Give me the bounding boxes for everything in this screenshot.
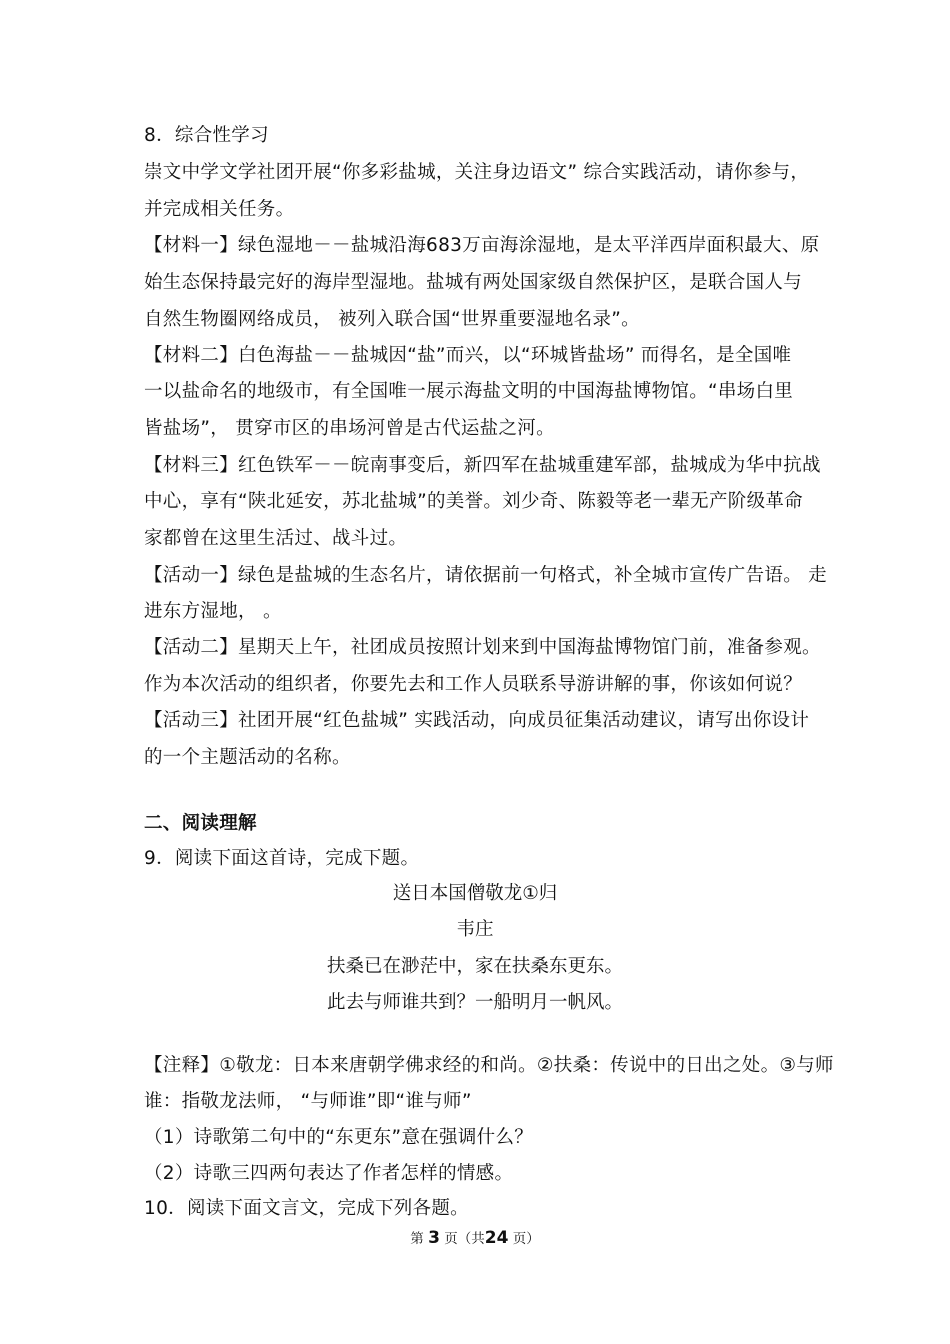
activity-2-line-1: 【活动二】星期天上午，社团成员按照计划来到中国海盐博物馆门前，准备参观。 <box>144 637 821 658</box>
poem-author: 韦庄 <box>456 919 494 940</box>
question-9-heading: 9．阅读下面这首诗，完成下题。 <box>144 848 420 869</box>
material-1-line-2: 始生态保持最完好的海岸型湿地。盐城有两处国家级自然保护区，是联合国人与 <box>144 272 803 293</box>
question-8-intro-line-2: 并完成相关任务。 <box>144 199 295 220</box>
notes-line-1: 【注释】①敬龙：日本来唐朝学佛求经的和尚。②扶桑：传说中的日出之处。③与师 <box>144 1055 834 1076</box>
activity-3-line-1: 【活动三】社团开展“红色盐城” 实践活动，向成员征集活动建议，请写出你设计 <box>144 710 810 731</box>
activity-2-line-2: 作为本次活动的组织者，你要先去和工作人员联系导游讲解的事，你该如何说？ <box>144 674 803 695</box>
material-3-line-3: 家都曾在这里生活过、战斗过。 <box>144 528 408 549</box>
material-1-line-3: 自然生物圈网络成员， 被列入联合国“世界重要湿地名录”。 <box>144 309 640 330</box>
activity-1-line-2: 进东方湿地， 。 <box>144 601 282 622</box>
notes-line-2: 谁：指敬龙法师， “与师谁”即“谁与师” <box>144 1091 472 1112</box>
activity-1-line-1: 【活动一】绿色是盐城的生态名片，请依据前一句格式，补全城市宣传广告语。 走 <box>144 565 827 586</box>
material-1-line-1: 【材料一】绿色湿地－－盐城沿海683万亩海涂湿地，是太平洋西岸面积最大、原 <box>144 235 820 256</box>
material-3-line-1: 【材料三】红色铁军－－皖南事变后，新四军在盐城重建军部，盐城成为华中抗战 <box>144 455 821 476</box>
footer-page-number: 3 <box>428 1228 440 1248</box>
material-2-line-3: 皆盐场”， 贯穿市区的串场河曾是古代运盐之河。 <box>144 418 555 439</box>
material-2-line-1: 【材料二】白色海盐－－盐城因“盐”而兴，以“环城皆盐场” 而得名，是全国唯 <box>144 345 792 366</box>
sub-question-1: （1）诗歌第二句中的“东更东”意在强调什么？ <box>144 1127 534 1148</box>
material-3-line-2: 中心，享有“陕北延安，苏北盐城”的美誉。刘少奇、陈毅等老一辈无产阶级革命 <box>144 491 803 512</box>
poem-line-1: 扶桑已在渺茫中，家在扶桑东更东。 <box>326 956 623 977</box>
question-8-heading: 8．综合性学习 <box>144 125 269 146</box>
footer-total-pages: 24 <box>484 1228 509 1248</box>
footer-prefix: 第 <box>410 1231 424 1247</box>
poem-title: 送日本国僧敬龙①归 <box>392 883 558 904</box>
poem-line-2: 此去与师谁共到？一船明月一帆风。 <box>326 992 623 1013</box>
footer-middle: 页（共 <box>444 1231 485 1247</box>
question-10-heading: 10．阅读下面文言文，完成下列各题。 <box>144 1198 469 1219</box>
section-2-heading: 二、阅读理解 <box>144 813 257 834</box>
sub-question-2: （2）诗歌三四两句表达了作者怎样的情感。 <box>144 1163 514 1184</box>
material-2-line-2: 一以盐命名的地级市，有全国唯一展示海盐文明的中国海盐博物馆。“串场白里 <box>144 381 794 402</box>
activity-3-line-2: 的一个主题活动的名称。 <box>144 747 351 768</box>
footer-suffix: 页） <box>512 1231 540 1247</box>
page-footer <box>0 1226 950 1251</box>
question-8-intro-line-1: 崇文中学文学社团开展“你多彩盐城，关注身边语文” 综合实践活动，请你参与， <box>144 162 810 183</box>
